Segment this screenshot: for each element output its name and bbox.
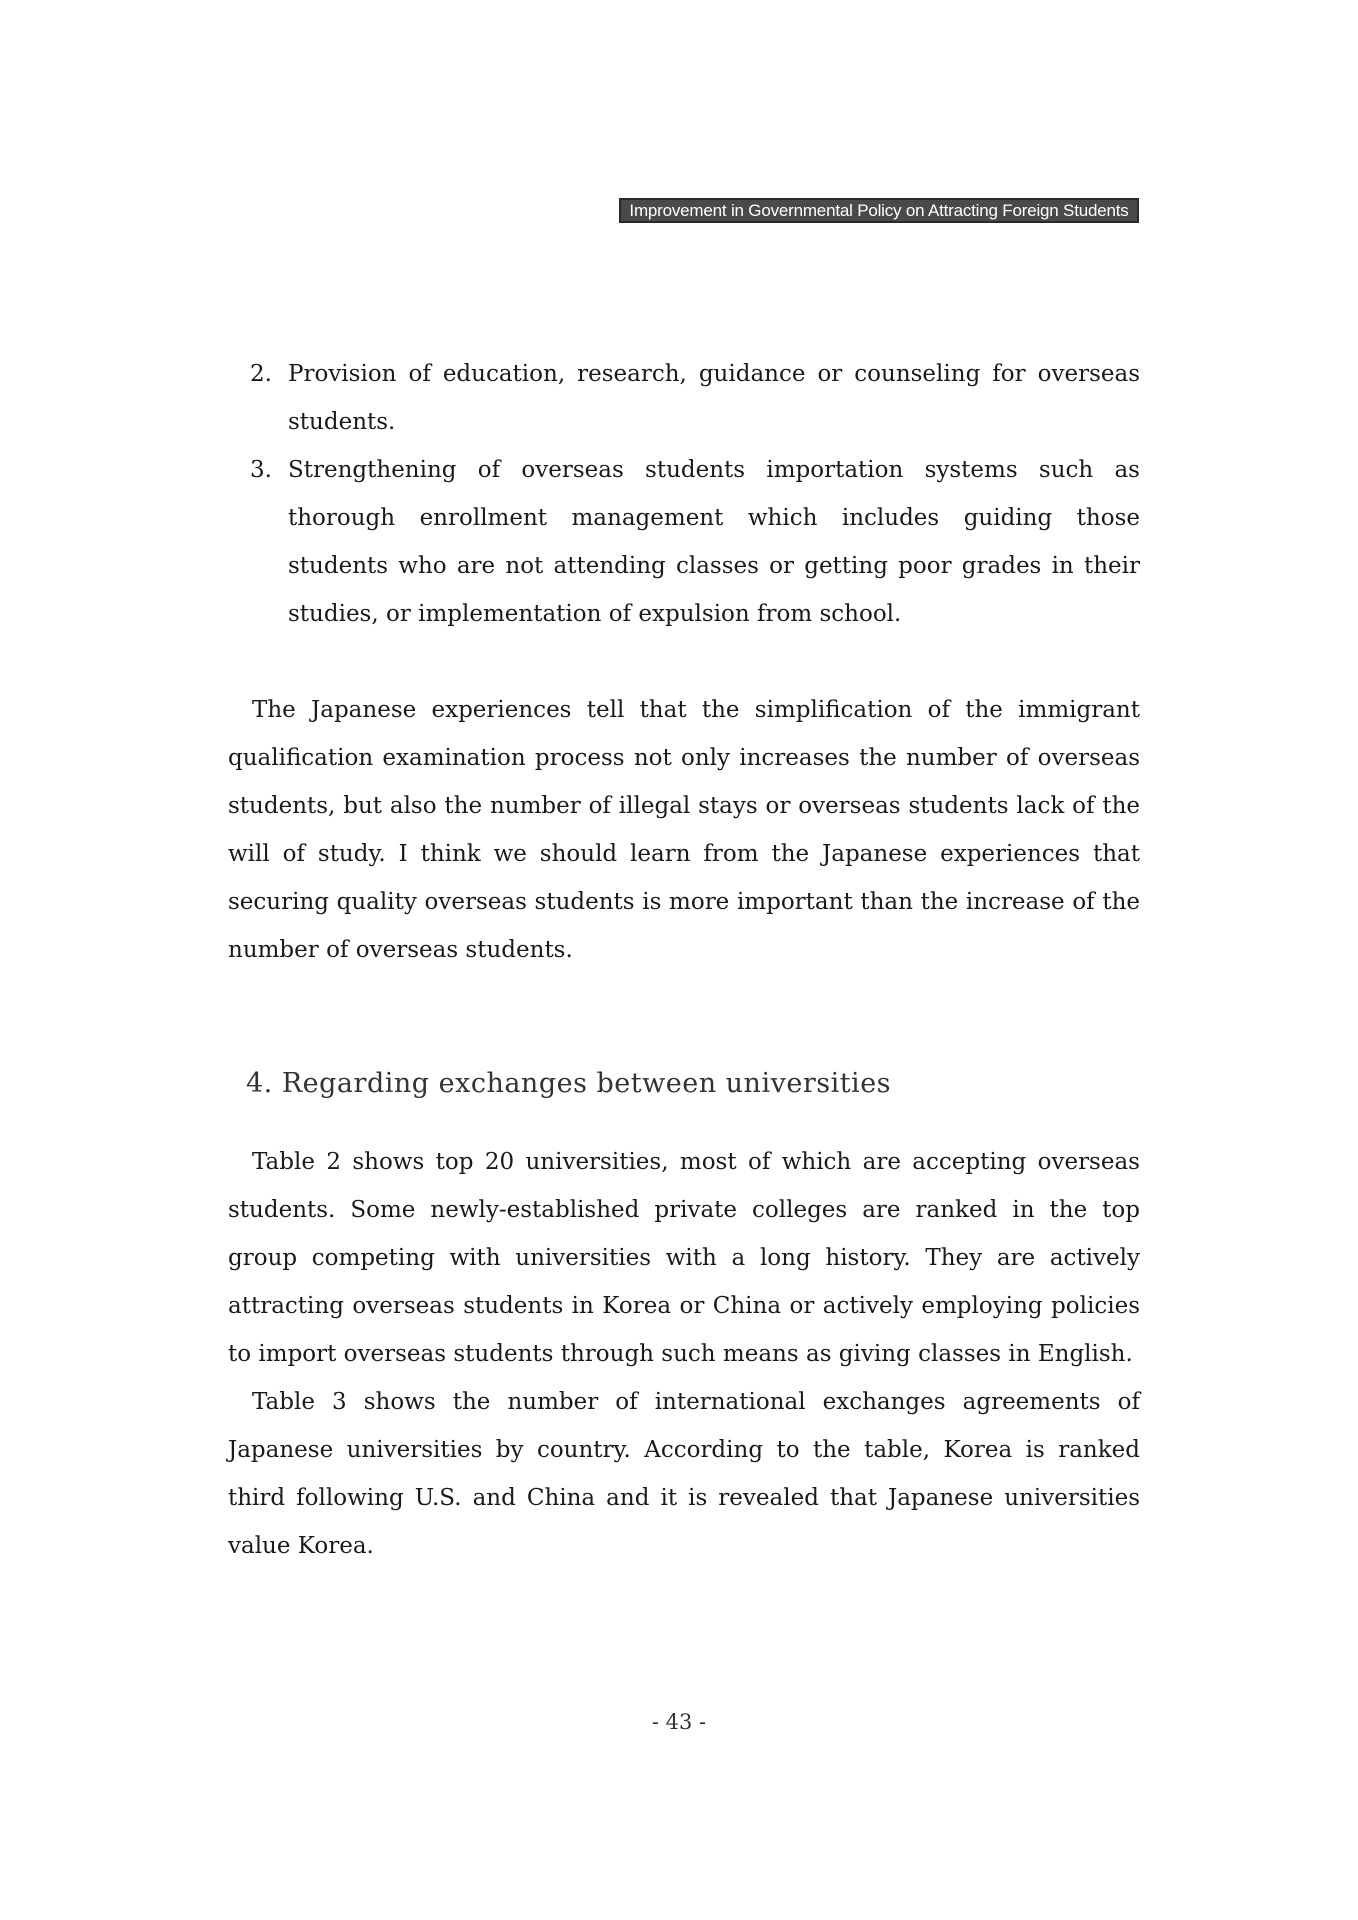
paragraph-table-2: Table 2 shows top 20 universities, most of which are accepting overseas students. Some newly-established private colleges are ranked in the top group competing with universities with a long history. They are actively attracting overseas students in Korea or China or actively employing policies to import overseas students through such means as giving classes in English. — [228, 1149, 1140, 1367]
section-heading: 4. Regarding exchanges between universities — [246, 1068, 892, 1099]
spacer — [228, 974, 1140, 1060]
list-item-text: Provision of education, research, guidance or counseling for overseas students. — [288, 361, 1140, 435]
spacer — [228, 1108, 1140, 1138]
paragraph-table-3: Table 3 shows the number of international exchanges agreements of Japanese universities by country. According to the table, Korea is ranked third following U.S. and China and it is revealed that Japanese universities value Korea. — [228, 1389, 1140, 1559]
running-header-title: Improvement in Governmental Policy on Attracting Foreign Students — [629, 201, 1129, 220]
running-header — [619, 198, 1139, 223]
paragraph-japanese-experiences: The Japanese experiences tell that the simplification of the immigrant qualification examination process not only increases the number of overseas students, but also the number of illegal stays or overseas students lack of the will of study. I think we should learn from the Japanese experiences that securing quality overseas students is more important than the increase of the number of overseas students. — [228, 697, 1140, 963]
list-item — [228, 350, 1140, 446]
list-item-number: 3. — [250, 457, 272, 483]
spacer — [228, 638, 1140, 686]
list-item-number: 2. — [250, 361, 272, 387]
page-number: - 43 - — [651, 1710, 707, 1734]
numbered-list — [228, 350, 1140, 638]
page-body — [228, 350, 1140, 1570]
list-item — [228, 446, 1140, 638]
list-item-text: Strengthening of overseas students importation systems such as thorough enrollment management which includes guiding those students who are not attending classes or getting poor grades in their studies, or implementation of expulsion from school. — [288, 457, 1140, 627]
